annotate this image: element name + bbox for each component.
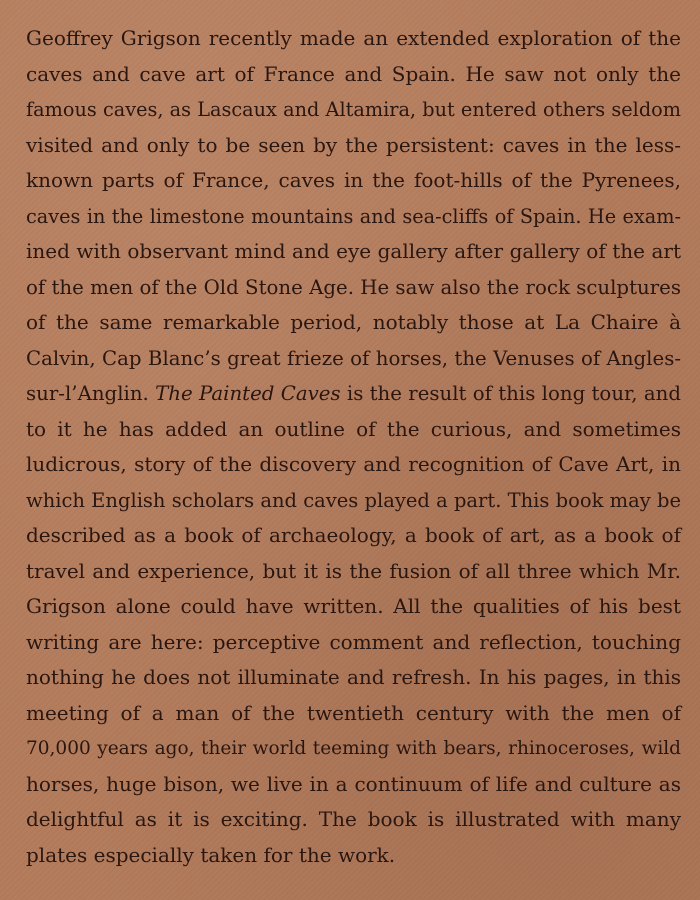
book-description-text: [26, 21, 681, 873]
text-line: described as a book of archaeology, a book of art, as a book of: [26, 523, 681, 547]
text-line: ludicrous, story of the discovery and recognition of Cave Art, in: [26, 452, 681, 476]
line-segment: sur-l’Anglin.: [26, 382, 156, 405]
text-line: writing are here: perceptive comment and reflection, touching: [26, 629, 681, 654]
text-line: Geoffrey Grigson recently made an extended exploration of the: [26, 26, 681, 50]
text-line: which English scholars and caves played a part. This book may be: [26, 488, 681, 512]
text-line: to it he has added an outline of the curious, and sometimes: [26, 416, 681, 441]
text-line: of the men of the Old Stone Age. He saw also the rock sculptures: [26, 275, 681, 299]
text-line: known parts of France, caves in the foot-hills of the Pyrenees,: [26, 168, 681, 192]
text-line: horses, huge bison, we live in a continuum of life and culture as: [26, 771, 681, 796]
text-line: nothing he does not illuminate and refresh. In his pages, in this: [26, 665, 681, 689]
text-line: caves and cave art of France and Spain. He saw not only the: [26, 61, 681, 86]
text-line: travel and experience, but it is the fusion of all three which Mr.: [26, 558, 681, 583]
text-line: famous caves, as Lascaux and Altamira, but entered others seldom: [26, 98, 681, 121]
text-line: delightful as it is exciting. The book is illustrated with many: [26, 807, 681, 831]
text-line: Calvin, Cap Blanc’s great frieze of horses, the Venuses of Angles-: [26, 346, 681, 370]
text-line: ined with observant mind and eye gallery after gallery of the art: [26, 239, 681, 263]
line-segment: is the result of this long tour, and: [340, 382, 682, 405]
text-line: of the same remarkable period, notably those at La Chaire à: [26, 310, 681, 334]
text-line-with-title: [26, 376, 681, 412]
text-line: plates especially taken for the work.: [26, 842, 396, 867]
text-line: visited and only to be seen by the persistent: caves in the less-: [26, 132, 681, 157]
text-line: meeting of a man of the twentieth century with the men of: [26, 700, 681, 725]
text-line: caves in the limestone mountains and sea-cliffs of Spain. He exam-: [26, 204, 681, 228]
text-line: 70,000 years ago, their world teeming with bears, rhinoceroses, wild: [26, 738, 681, 759]
text-line: Grigson alone could have written. All the qualities of his best: [26, 594, 681, 618]
book-title: The Painted Caves: [155, 382, 341, 405]
